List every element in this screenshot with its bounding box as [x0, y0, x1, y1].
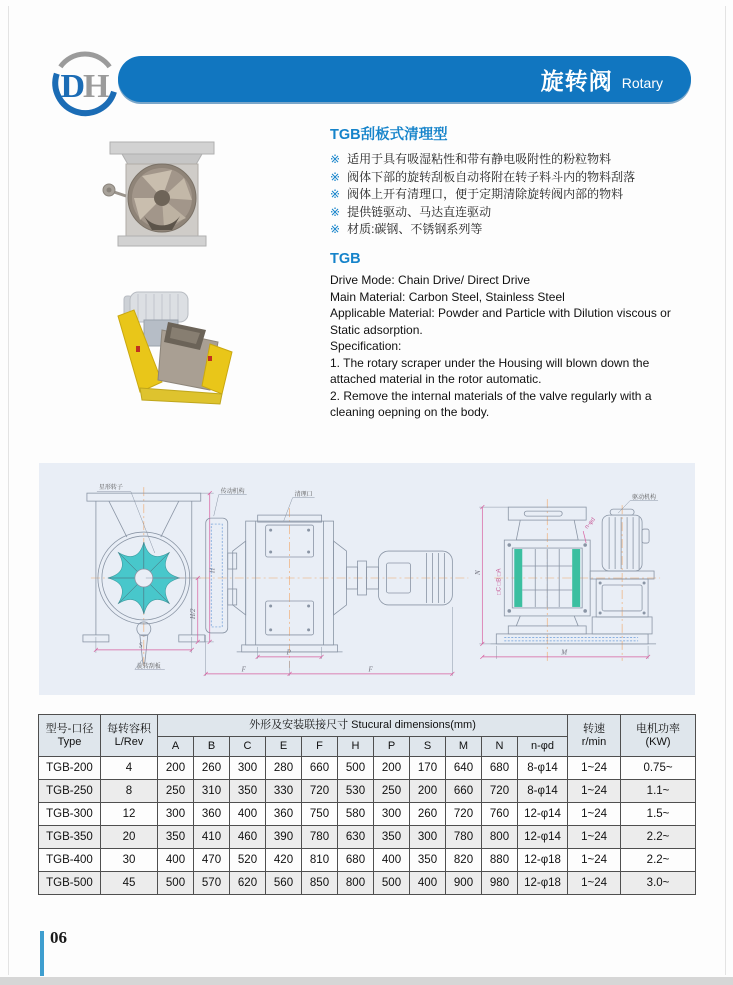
- table-cell: 1~24: [568, 872, 621, 895]
- page-edge-left: [8, 6, 9, 975]
- table-cell: 12-φ18: [518, 849, 568, 872]
- table-cell: 720: [302, 780, 338, 803]
- col-header-type: 型号-口径 Type: [39, 715, 101, 757]
- table-cell: 360: [194, 803, 230, 826]
- table-cell: 200: [158, 757, 194, 780]
- dim-col-header: E: [266, 737, 302, 757]
- table-cell: 0.75~: [621, 757, 696, 780]
- table-cell: 810: [302, 849, 338, 872]
- table-cell: 30: [101, 849, 158, 872]
- table-cell: 200: [410, 780, 446, 803]
- table-cell: 350: [158, 826, 194, 849]
- table-cell: 400: [374, 849, 410, 872]
- svg-text:P: P: [286, 648, 291, 657]
- table-cell: 410: [194, 826, 230, 849]
- dim-col-header: F: [302, 737, 338, 757]
- table-cell: 1~24: [568, 780, 621, 803]
- table-cell: 780: [302, 826, 338, 849]
- table-cell: 300: [230, 757, 266, 780]
- bullet-item: [330, 169, 716, 187]
- table-cell: 1~24: [568, 849, 621, 872]
- table-cell: 330: [266, 780, 302, 803]
- table-cell: 980: [482, 872, 518, 895]
- table-row: [39, 757, 696, 780]
- table-cell: 500: [338, 757, 374, 780]
- table-cell: TGB-200: [39, 757, 101, 780]
- table-cell: 200: [374, 757, 410, 780]
- dim-col-header: B: [194, 737, 230, 757]
- table-cell: 800: [482, 826, 518, 849]
- bullet-item: [330, 151, 716, 169]
- table-cell: 8: [101, 780, 158, 803]
- table-cell: 12-φ14: [518, 803, 568, 826]
- motor-label: 驱动机构: [632, 495, 657, 502]
- bullet-item: [330, 186, 716, 204]
- drawing-front-view: [474, 493, 660, 661]
- col-header-speed: 转速 r/min: [568, 715, 621, 757]
- table-cell: 560: [266, 872, 302, 895]
- dim-col-header: M: [446, 737, 482, 757]
- specs-title: TGB: [330, 251, 361, 267]
- dim-col-header: N: [482, 737, 518, 757]
- table-row: [39, 803, 696, 826]
- table-cell: 2.2~: [621, 826, 696, 849]
- col-header-power: 电机功率 (KW): [621, 715, 696, 757]
- table-cell: 660: [446, 780, 482, 803]
- table-cell: 12: [101, 803, 158, 826]
- table-cell: 470: [194, 849, 230, 872]
- bullet-marker: ※: [330, 204, 341, 219]
- table-cell: 750: [302, 803, 338, 826]
- table-cell: 8-φ14: [518, 780, 568, 803]
- seal-strip-right: [572, 549, 580, 607]
- company-logo: [44, 46, 126, 122]
- table-cell: 420: [266, 849, 302, 872]
- table-cell: 460: [230, 826, 266, 849]
- table-cell: 300: [410, 826, 446, 849]
- banner-title-en: Rotary: [621, 75, 663, 91]
- table-cell: 4: [101, 757, 158, 780]
- logo-arc-gray: [60, 54, 109, 67]
- bullet-text: 提供链驱动、马达直连驱动: [347, 204, 492, 219]
- svg-text:H: H: [208, 567, 217, 574]
- table-cell: 400: [410, 872, 446, 895]
- bullet-marker: ※: [330, 187, 341, 201]
- table-cell: TGB-500: [39, 872, 101, 895]
- table-cell: 1.5~: [621, 803, 696, 826]
- spec-line: 2. Remove the internal materials of the valve regularly with a: [330, 388, 652, 403]
- cleaning-port-label: 清理口: [294, 492, 313, 499]
- bullet-item: [330, 221, 716, 239]
- table-cell: 850: [302, 872, 338, 895]
- table-cell: TGB-350: [39, 826, 101, 849]
- table-cell: 580: [338, 803, 374, 826]
- intro-section: [330, 126, 716, 239]
- table-cell: 250: [158, 780, 194, 803]
- table-cell: 8-φ14: [518, 757, 568, 780]
- bullet-marker: ※: [330, 169, 341, 184]
- table-cell: 530: [338, 780, 374, 803]
- col-header-dimensions-group: 外形及安装联接尺寸 Stucural dimensions(mm): [158, 715, 568, 737]
- table-cell: 250: [374, 780, 410, 803]
- logo-text: DH: [60, 68, 110, 105]
- banner-title-zh: 旋转阀: [540, 67, 613, 94]
- table-cell: 360: [266, 803, 302, 826]
- table-cell: 880: [482, 849, 518, 872]
- table-cell: TGB-250: [39, 780, 101, 803]
- motor-cylinder: [130, 292, 188, 322]
- bullet-text: 阀体上开有清理口，便于定期清除旋转阀内部的物料: [347, 187, 624, 201]
- page-number: 06: [50, 928, 67, 947]
- table-cell: 280: [266, 757, 302, 780]
- spec-line: Applicable Material: Powder and Particle with Dilution viscous or: [330, 306, 671, 320]
- spec-line: cleaning oepning on the body.: [330, 405, 490, 419]
- col-header-volume: 每转容积 L/Rev: [101, 715, 158, 757]
- svg-text:N: N: [473, 570, 482, 576]
- table-cell: 680: [482, 757, 518, 780]
- table-cell: 1~24: [568, 803, 621, 826]
- page-number-bar: [40, 931, 44, 976]
- seal-strip-left: [514, 549, 522, 607]
- table-cell: 260: [410, 803, 446, 826]
- table-cell: 820: [446, 849, 482, 872]
- table-row: [39, 872, 696, 895]
- table-cell: 780: [446, 826, 482, 849]
- spec-line: Drive Mode: Chain Drive/ Direct Drive: [330, 273, 531, 287]
- table-cell: 350: [230, 780, 266, 803]
- svg-text:M: M: [561, 648, 568, 657]
- inner-dims-label: □C □B □A: [496, 568, 503, 595]
- svg-text:H/2: H/2: [188, 608, 197, 619]
- drawing-side-view: [201, 487, 469, 676]
- table-cell: 2.2~: [621, 849, 696, 872]
- spec-lines: [330, 272, 722, 421]
- table-cell: 640: [446, 757, 482, 780]
- intro-title: TGB刮板式清理型: [330, 127, 448, 143]
- table-cell: 20: [101, 826, 158, 849]
- table-cell: 1~24: [568, 826, 621, 849]
- dim-col-header: A: [158, 737, 194, 757]
- table-cell: 12-φ18: [518, 872, 568, 895]
- table-cell: 400: [158, 849, 194, 872]
- table-cell: 310: [194, 780, 230, 803]
- table-body: [39, 757, 696, 895]
- dim-col-header: P: [374, 737, 410, 757]
- table-cell: 900: [446, 872, 482, 895]
- bullet-marker: ※: [330, 152, 341, 166]
- bolt-holes-label: n-φd: [584, 516, 597, 531]
- table-cell: TGB-300: [39, 803, 101, 826]
- table-cell: 350: [410, 849, 446, 872]
- table-cell: 12-φ14: [518, 826, 568, 849]
- table-cell: 660: [302, 757, 338, 780]
- drawing-end-view: [83, 483, 217, 670]
- table-cell: 520: [230, 849, 266, 872]
- table-cell: 390: [266, 826, 302, 849]
- table-cell: 620: [230, 872, 266, 895]
- page-edge-bottom: [0, 977, 733, 985]
- table-cell: 760: [482, 803, 518, 826]
- svg-text:F: F: [368, 665, 373, 674]
- table-header-row: [39, 715, 696, 737]
- dim-col-header: C: [230, 737, 266, 757]
- table-cell: 350: [374, 826, 410, 849]
- technical-drawing: [39, 463, 695, 695]
- section-banner: [118, 56, 691, 102]
- chain-guard: [206, 518, 228, 633]
- spec-line: 1. The rotary scraper under the Housing will blown down the: [330, 355, 650, 370]
- table-row: [39, 780, 696, 803]
- table-cell: 500: [158, 872, 194, 895]
- product-photo-bottom: [110, 286, 250, 410]
- bullet-marker: ※: [330, 222, 341, 236]
- spec-line: attached material in the rotor automatic.: [330, 372, 542, 386]
- dim-col-header: S: [410, 737, 446, 757]
- rotor-hub: [154, 190, 170, 206]
- drive-mechanism-label: 传动机构: [220, 489, 245, 496]
- table-cell: TGB-400: [39, 849, 101, 872]
- table-cell: 45: [101, 872, 158, 895]
- scraper-label: 旋转刮板: [136, 663, 161, 670]
- spec-line: Specification:: [330, 339, 402, 353]
- table-cell: 680: [338, 849, 374, 872]
- table-row: [39, 826, 696, 849]
- spec-line: Static adsorption.: [330, 322, 423, 337]
- table-cell: 720: [446, 803, 482, 826]
- table-cell: 260: [194, 757, 230, 780]
- table-cell: 630: [338, 826, 374, 849]
- dimension-table: [38, 714, 696, 895]
- table-cell: 3.0~: [621, 872, 696, 895]
- dim-col-header: H: [338, 737, 374, 757]
- table-cell: 720: [482, 780, 518, 803]
- table-cell: 170: [410, 757, 446, 780]
- table-cell: 1.1~: [621, 780, 696, 803]
- table-cell: 500: [374, 872, 410, 895]
- spec-line: Main Material: Carbon Steel, Stainless Steel: [330, 289, 565, 304]
- page-edge-right: [725, 6, 726, 975]
- table-cell: 300: [374, 803, 410, 826]
- technical-drawing-panel: [39, 463, 695, 695]
- table-cell: 400: [230, 803, 266, 826]
- table-cell: 800: [338, 872, 374, 895]
- bullet-item: [330, 204, 716, 222]
- bullet-text: 适用于具有吸湿粘性和带有静电吸附性的粉粒物料: [347, 152, 612, 166]
- bullet-list: [330, 151, 716, 239]
- rotor-label: 星形转子: [98, 485, 123, 492]
- svg-text:S: S: [138, 641, 143, 650]
- table-cell: 300: [158, 803, 194, 826]
- table-cell: 570: [194, 872, 230, 895]
- table-row: [39, 849, 696, 872]
- table-cell: 1~24: [568, 757, 621, 780]
- dim-col-header: n-φd: [518, 737, 568, 757]
- svg-text:F: F: [241, 665, 246, 674]
- bullet-text: 材质:碳钢、不锈钢系列等: [347, 222, 483, 236]
- product-photo-top: [102, 138, 222, 260]
- specs-section: [330, 250, 722, 421]
- bullet-text: 阀体下部的旋转刮板自动将附在转子料斗内的物料刮落: [347, 169, 636, 184]
